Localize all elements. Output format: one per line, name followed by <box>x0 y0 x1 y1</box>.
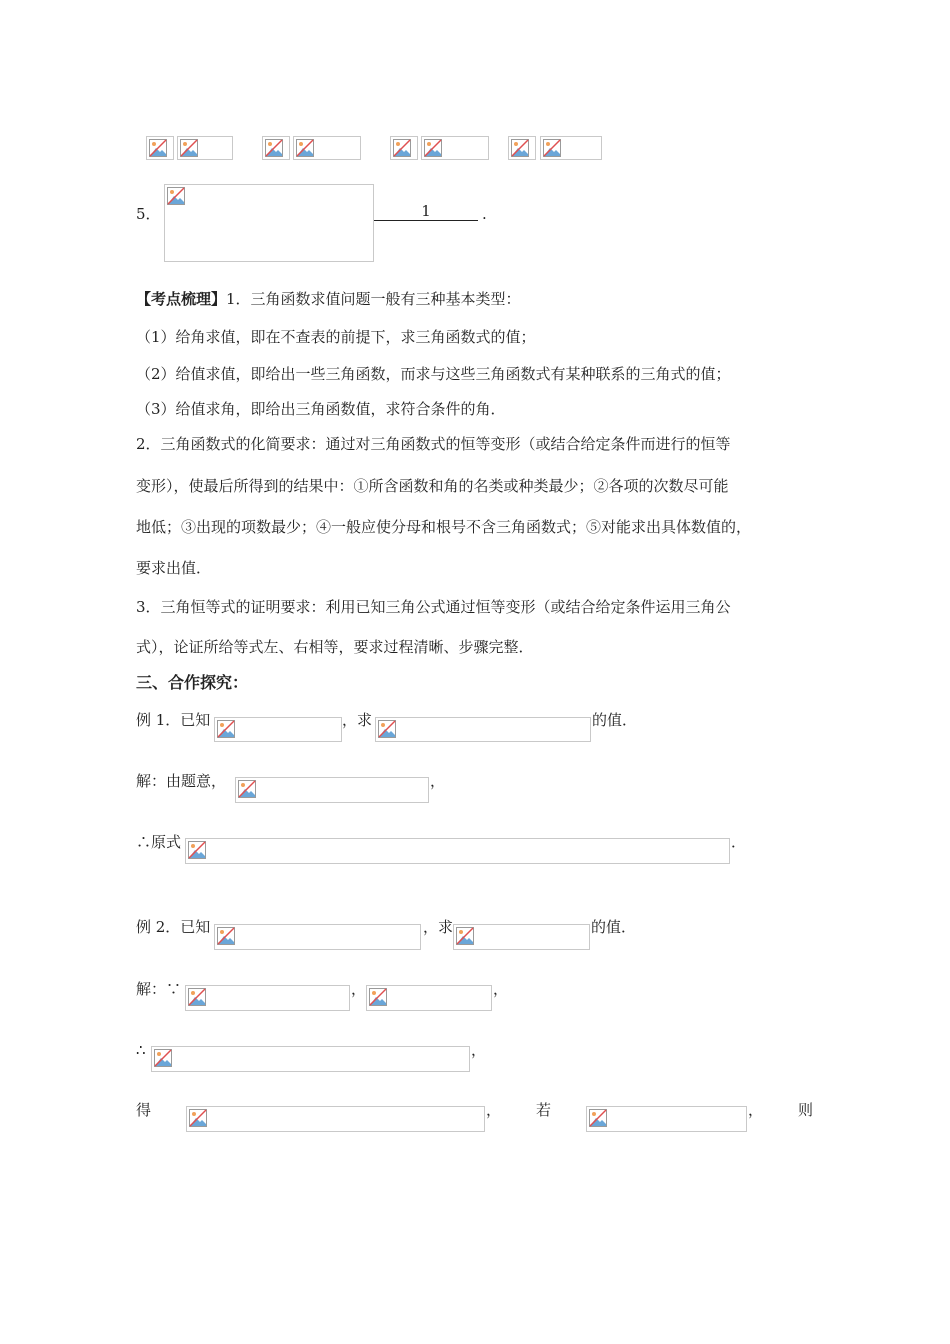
broken-image-icon <box>167 187 185 205</box>
ex2-ruo: 若 <box>536 1101 552 1119</box>
comma: ， <box>351 980 367 998</box>
ex1-given: 例 1．已知 <box>136 711 211 729</box>
broken-image-icon <box>543 139 561 157</box>
broken-image-icon <box>265 139 283 157</box>
formula-image <box>214 717 342 742</box>
formula-image <box>185 985 350 1011</box>
comma: ， <box>486 1101 502 1119</box>
comma: ， <box>748 1101 764 1119</box>
broken-image-icon <box>424 139 442 157</box>
question-number: 5． <box>136 205 161 223</box>
formula-image <box>177 136 233 160</box>
formula-image <box>164 184 374 262</box>
formula-image <box>262 136 290 160</box>
kaodian-line-7: 地低；③出现的项数最少；④一般应使分母和根号不含三角函数式；⑤对能求出具体数值的， <box>136 518 752 536</box>
broken-image-icon <box>188 841 206 859</box>
comma: ， <box>493 980 509 998</box>
formula-image <box>390 136 418 160</box>
broken-image-icon <box>154 1049 172 1067</box>
kaodian-line-3: （2）给值求值，即给出一些三角函数，而求与这些三角函数式有某种联系的三角式的值； <box>136 365 731 383</box>
ex1-solution: 解：由题意， <box>136 772 227 790</box>
ex2-find: ，求 <box>423 918 454 936</box>
formula-image <box>375 717 591 742</box>
kaodian-line-1 <box>136 289 521 309</box>
broken-image-icon <box>511 139 529 157</box>
ex2-ze: 则 <box>798 1101 814 1119</box>
period: . <box>482 205 487 223</box>
ex2-value: 的值． <box>591 918 637 936</box>
kaodian-line-4: （3）给值求角，即给出三角函数值，求符合条件的角． <box>136 400 506 418</box>
broken-image-icon <box>217 927 235 945</box>
broken-image-icon <box>378 720 396 738</box>
broken-image-icon <box>456 927 474 945</box>
formula-image <box>186 1106 485 1132</box>
broken-image-icon <box>238 780 256 798</box>
formula-image <box>586 1106 747 1132</box>
formula-image <box>453 924 590 950</box>
broken-image-icon <box>149 139 167 157</box>
kaodian-line-10: 式），论证所给等式左、右相等，要求过程清晰、步骤完整． <box>136 638 534 656</box>
broken-image-icon <box>188 988 206 1006</box>
ex2-solution: 解：∵ <box>136 980 182 998</box>
broken-image-icon <box>296 139 314 157</box>
formula-image <box>146 136 174 160</box>
therefore-symbol: ∴ <box>136 1041 146 1059</box>
formula-image <box>366 985 492 1011</box>
formula-image <box>185 838 730 864</box>
broken-image-icon <box>217 720 235 738</box>
formula-image <box>214 924 421 950</box>
formula-image <box>235 777 429 803</box>
ex2-given: 例 2．已知 <box>136 918 211 936</box>
ex1-original: ∴原式 <box>136 833 182 851</box>
kaodian-line-5: 2．三角函数式的化简要求：通过对三角函数式的恒等变形（或结合给定条件而进行的恒等 <box>136 435 731 453</box>
kaodian-text: 1．三角函数求值问题一般有三种基本类型： <box>226 290 521 308</box>
broken-image-icon <box>189 1109 207 1127</box>
answer-blank: 1 <box>374 202 478 221</box>
formula-image <box>293 136 361 160</box>
kaodian-line-8: 要求出值． <box>136 559 212 577</box>
kaodian-line-2: （1）给角求值，即在不查表的前提下，求三角函数式的值； <box>136 328 536 346</box>
ex1-value: 的值． <box>592 711 638 729</box>
formula-image <box>540 136 602 160</box>
broken-image-icon <box>180 139 198 157</box>
kaodian-label: 【考点梳理】 <box>136 290 227 308</box>
comma: ， <box>430 772 446 790</box>
broken-image-icon <box>369 988 387 1006</box>
section-title: 三、合作探究： <box>136 673 249 692</box>
broken-image-icon <box>589 1109 607 1127</box>
kaodian-line-9: 3．三角恒等式的证明要求：利用已知三角公式通过恒等变形（或结合给定条件运用三角公 <box>136 598 731 616</box>
formula-image <box>508 136 536 160</box>
ex1-find: ，求 <box>342 711 373 729</box>
kaodian-line-6: 变形），使最后所得到的结果中：①所含函数和角的名类或种类最少；②各项的次数尽可能 <box>136 477 729 495</box>
formula-image <box>151 1046 470 1072</box>
comma: ， <box>471 1041 487 1059</box>
period: ． <box>731 833 747 851</box>
formula-image <box>421 136 489 160</box>
ex2-de: 得 <box>136 1101 152 1119</box>
broken-image-icon <box>393 139 411 157</box>
